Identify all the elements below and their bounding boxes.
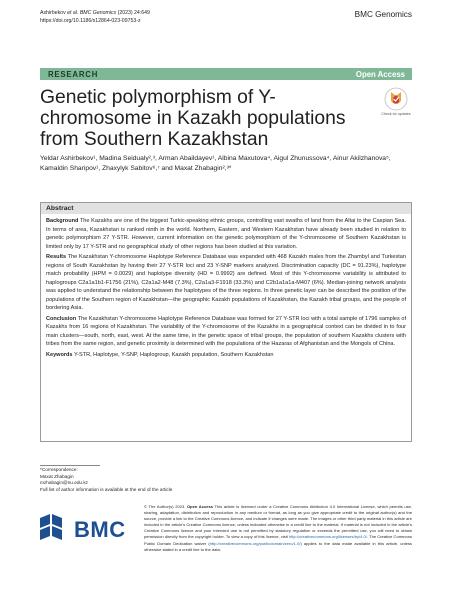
results-text: The Kazakhstan Y-chromosome Haplotype Reference Database was expanded with 468 Kazakh males from the Zhambyl and Turkestan regions of South Kazakhstan by having their 27 Y-STR loci and 23 Y-SNP markers analyzed. Discrimination capacity (DC = 91.23%), haplotype match probability (HPM = 0.0029) and haplotype diversity (HD = 0.9992) are defined. Most of this Y-chromosome variability is attributed to haplogroups C2a1a1b1-F1756 (21%), C2a1a2-M48 (7.3%), C2a1a3-F1918 (33.3%) and C2b1a1a1a-M407 (6%). Median-joining network analysis was applied to understand the relationship between the haplotypes of the three regions. In three genetic layer can be described the position of the populations of the Southern region of Kazakhstan—the geographic Kazakh populations of Kazakhstan, the Kazakh tribal groups, and the people of bordering Asia. (46, 254, 406, 311)
correspondence-name: Maxat Zhabagin (40, 473, 74, 479)
background-label: Background (46, 218, 79, 224)
citation-etal: et al. BMC Genomics (67, 10, 117, 16)
license-url-link[interactable]: http://creativecommons.org/licenses/by/4.0/. (289, 534, 368, 540)
abstract-conclusion (46, 315, 406, 349)
author-list: Yeldar Ashirbekov¹, Madina Seidualy²,³, Arman Abaildayev¹, Albina Maxutova⁴, Aigul Zhunussova⁴, Ainur Akilzhanova⁵, Kamaldin Sharipov¹, Zhaxylyk Sabitov⁶,⁷ and Maxat Zhabagin²,³* (40, 155, 391, 173)
article-title: Genetic polymorphism of Y-chromosome in Kazakh populations from Southern Kazakhstan (40, 87, 346, 150)
author-info-note: Full list of author information is available at the end of the article (40, 486, 173, 492)
citation-authors: Ashirbekov (40, 10, 66, 16)
license-open-access-label: Open Access (186, 504, 213, 509)
abstract-results (46, 253, 406, 313)
article-type-label: RESEARCH (48, 69, 99, 79)
license-lead: © The Author(s) 2023. (144, 504, 186, 509)
conclusion-label: Conclusion (46, 315, 77, 322)
keywords-label: Keywords (46, 351, 73, 358)
correspondence (40, 467, 240, 493)
license-text-2: The Creative Commons Public Domain Dedication waiver ( (144, 534, 413, 546)
license-text: This article is licensed under a Creative Commons Attribution 4.0 International License, which permits use, sharing, adaptation, distribution and reproduction in any medium or format, as long as you give appropriate credit to the original author(s) and the source, provide a link to the Creative Commons licence, and indicate if changes were made. The images or other third party material in this article are included in the article's Creative Commons licence, unless indicated otherwise in a credit line to the material. If material is not included in the article's Creative Commons licence and your intended use is not permitted by statutory regulation or exceeds the permitted use, you will need to obtain permission directly from the copyright holder. To view a copy of this licence, visit (144, 504, 412, 540)
abstract-background (46, 217, 406, 251)
bmc-logo-icon (40, 514, 68, 542)
citation-year-volume: (2023) 24:649 (117, 10, 150, 16)
publicdomain-url-link[interactable]: http://creativecommons.org/publicdomain/zero/1.0/ (209, 540, 301, 546)
license-block (144, 504, 412, 553)
journal-name: BMC Genomics (354, 10, 412, 19)
article-type-banner (40, 68, 412, 80)
abstract-heading: Abstract (41, 203, 411, 214)
footnote-divider (40, 465, 100, 466)
bmc-logo-text: BMC (74, 517, 126, 542)
license-text-3: ) applies to the data made available in this article, unless otherwise stated in a credit line to the data. (144, 540, 412, 552)
publisher-logo (40, 514, 130, 542)
doi-link[interactable]: https://doi.org/10.1186/s12864-023-09753-z (40, 18, 141, 24)
check-for-updates-icon[interactable] (384, 87, 408, 111)
keywords-text: Y-STR, Haplotype, Y-SNP, Haplogroup, Kazakh population, Southern Kazakhstan (73, 351, 274, 358)
abstract-keywords (46, 351, 406, 360)
abstract-box (40, 202, 412, 442)
background-text: The Kazakhs are one of the biggest Turkic-speaking ethnic groups, controlling vast swaths of land from the Altai to the Caspian Sea. In terms of area, Kazakhstan is ranked ninth in the world. Northern, Eastern, and Western Kazakhstan have already been studied in relation to genetic polymorphism 27 Y-STR. However, current information on the genetic polymorphism of the Y-chromosome of Southern Kazakhstan is limited only by 17 Y-STR and no geographical study of other regions has been studied at this variation. (46, 218, 406, 250)
conclusion-text: The Kazakhstan Y-chromosome Haplotype Reference Database was formed for 27 Y-STR loci with a total sample of 1796 samples of Kazakhs from 16 regions of Kazakhstan. The variability of the Y-chromosome of the Kazakhs in a geographical context can be divided in to four main clusters—south, north, east, west. At the same time, in the genetic space of tribal groups, the population of southern Kazakhs clusters with tribes from the same region, and genetic proximity is determined with the populations of the Hazaras of Afghanistan and the Mongols of China. (46, 315, 406, 347)
open-access-label: Open Access (355, 69, 405, 79)
check-for-updates-label: Check for updates (381, 112, 411, 116)
correspondence-email[interactable]: mzhabagin@nu.edu.kz (40, 480, 89, 486)
abstract-body (41, 214, 411, 364)
results-label: Results (46, 254, 67, 260)
page-header (40, 9, 412, 25)
correspondence-label: *Correspondence: (40, 467, 78, 472)
